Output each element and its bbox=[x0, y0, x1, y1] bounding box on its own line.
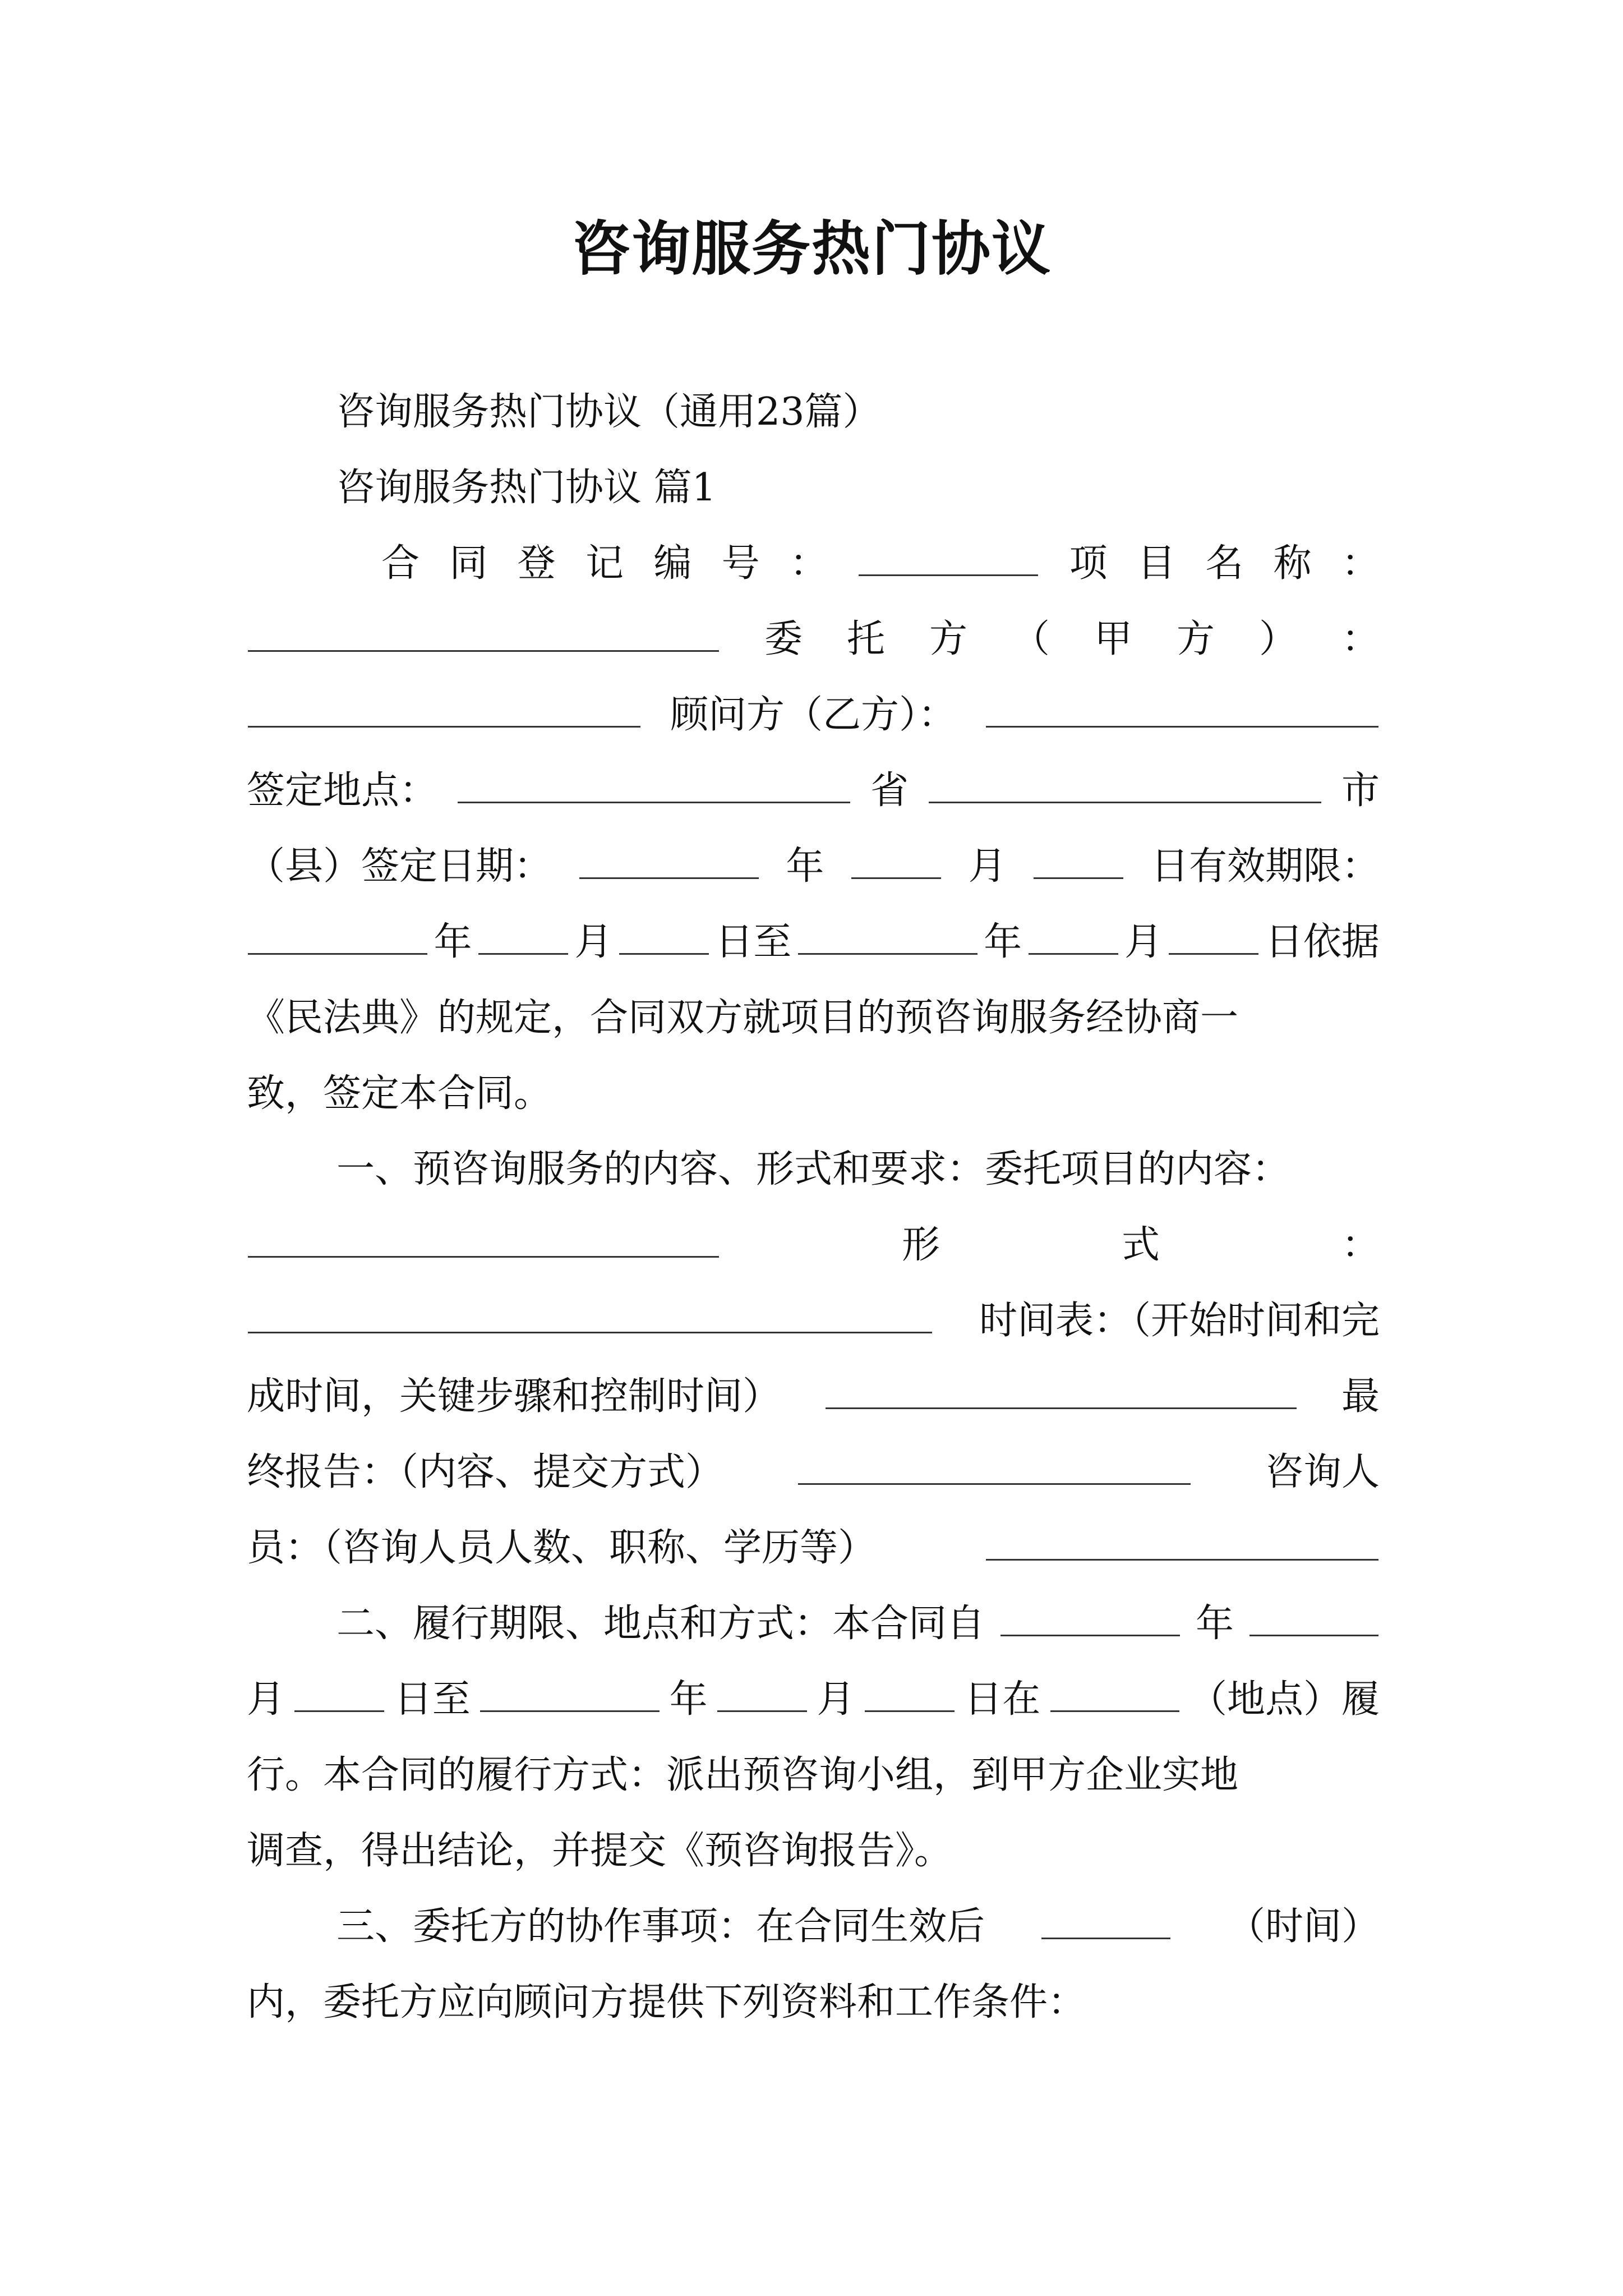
text-segment: 二、履行期限、地点和方式：本合同自 bbox=[336, 1602, 985, 1646]
text-segment: ） bbox=[1258, 617, 1297, 661]
day-blank bbox=[1169, 918, 1258, 955]
month-blank bbox=[1249, 1600, 1378, 1636]
content-blank bbox=[248, 1221, 719, 1258]
text-segment: 年 bbox=[1195, 1602, 1234, 1646]
location-blank bbox=[1050, 1676, 1179, 1712]
schedule-line bbox=[247, 1290, 1380, 1352]
text-segment: 日至 bbox=[715, 920, 792, 964]
text-segment: 三、委托方的协作事项：在合同生效后 bbox=[336, 1904, 985, 1949]
signing-place-line bbox=[247, 760, 1380, 822]
paragraph-line: 《民法典》的规定，合同双方就项目的预咨询服务经协商一 bbox=[247, 996, 1239, 1040]
document-title: 咨询服务热门协议 bbox=[571, 214, 1052, 283]
text-segment: 形 bbox=[901, 1223, 940, 1267]
day-blank bbox=[1034, 843, 1123, 879]
text-segment: 名 bbox=[1205, 541, 1244, 586]
text-segment: （县）签定日期： bbox=[247, 844, 552, 889]
validity-line bbox=[247, 912, 1380, 973]
text-segment: 项 bbox=[1069, 541, 1108, 586]
month-blank bbox=[717, 1676, 807, 1712]
clause-2-line bbox=[247, 1593, 1380, 1655]
text-segment: 咨询人 bbox=[1265, 1450, 1380, 1494]
paragraph-line: 内，委托方应向顾问方提供下列资料和工作条件： bbox=[247, 1980, 1086, 2024]
text-segment: 编 bbox=[653, 541, 692, 586]
text-segment: ： bbox=[1341, 617, 1380, 661]
year-blank bbox=[1000, 1600, 1180, 1636]
paragraph-line: 行。本合同的履行方式：派出预咨询小组，到甲方企业实地 bbox=[247, 1753, 1239, 1797]
day-blank bbox=[619, 918, 709, 955]
consultant-line bbox=[247, 684, 1380, 746]
text-segment: 签定地点： bbox=[247, 769, 438, 813]
text-segment: 顾问方（乙方）： bbox=[670, 693, 956, 737]
client-blank bbox=[248, 691, 640, 728]
day-blank bbox=[294, 1676, 384, 1712]
text-segment: 日至 bbox=[394, 1677, 471, 1722]
province-blank bbox=[458, 767, 850, 803]
text-segment: 记 bbox=[585, 541, 624, 586]
project-name-blank bbox=[248, 615, 719, 652]
year-blank bbox=[480, 1676, 660, 1712]
final-report-blank bbox=[798, 1448, 1191, 1485]
text-segment: 方 bbox=[1176, 617, 1215, 661]
form-blank bbox=[248, 1297, 932, 1333]
clause-3-line bbox=[247, 1896, 1380, 1958]
staff-blank bbox=[986, 1524, 1378, 1561]
year-blank bbox=[579, 843, 759, 879]
text-segment: 甲 bbox=[1094, 617, 1132, 661]
text-segment: 年 bbox=[669, 1677, 708, 1722]
text-segment: ： bbox=[1341, 1223, 1380, 1267]
month-blank bbox=[1029, 918, 1118, 955]
text-segment: 市 bbox=[1341, 769, 1380, 813]
section-heading: 咨询服务热门协议 篇1 bbox=[336, 466, 716, 510]
text-segment: 委 bbox=[764, 617, 803, 661]
text-segment: 月 bbox=[247, 1677, 285, 1722]
consultant-blank bbox=[986, 691, 1378, 728]
form-line bbox=[247, 1214, 1380, 1276]
month-blank bbox=[478, 918, 568, 955]
text-segment: 托 bbox=[846, 617, 885, 661]
text-segment: 年 bbox=[984, 920, 1022, 964]
text-segment: 月 bbox=[574, 920, 613, 964]
text-segment: 成时间，关键步骤和控制时间） bbox=[247, 1374, 781, 1419]
paragraph-line: 致，签定本合同。 bbox=[247, 1071, 552, 1116]
text-segment: 月 bbox=[817, 1677, 855, 1722]
text-segment: 时间表：（开始时间和完 bbox=[979, 1299, 1380, 1343]
text-segment: （ bbox=[1011, 617, 1050, 661]
client-line bbox=[247, 609, 1380, 670]
text-segment: ： bbox=[1341, 541, 1380, 586]
text-segment: 员：（咨询人员人数、职称、学历等） bbox=[247, 1526, 877, 1570]
signing-date-line bbox=[247, 836, 1380, 898]
clause-1-heading: 一、预咨询服务的内容、形式和要求：委托项目的内容： bbox=[336, 1147, 1290, 1191]
text-segment: 终报告：（内容、提交方式） bbox=[247, 1450, 724, 1494]
text-segment: 月 bbox=[968, 844, 1007, 889]
text-segment: 月 bbox=[1124, 920, 1163, 964]
text-segment: 方 bbox=[929, 617, 967, 661]
text-segment: 称 bbox=[1273, 541, 1312, 586]
text-segment: 号 bbox=[721, 541, 760, 586]
text-segment: 最 bbox=[1341, 1374, 1380, 1419]
year-blank bbox=[248, 918, 427, 955]
text-segment: 年 bbox=[434, 920, 472, 964]
text-segment: （时间） bbox=[1227, 1904, 1380, 1949]
performance-period-line bbox=[247, 1669, 1380, 1731]
schedule-blank bbox=[826, 1373, 1297, 1409]
city-blank bbox=[929, 767, 1321, 803]
text-segment: （地点）履 bbox=[1188, 1677, 1380, 1722]
year-blank bbox=[798, 918, 978, 955]
text-segment: 日有效期限： bbox=[1150, 844, 1380, 889]
text-segment: 日依据 bbox=[1265, 920, 1380, 964]
time-blank bbox=[1041, 1903, 1170, 1939]
text-segment: 目 bbox=[1137, 541, 1175, 586]
contract-number-line bbox=[247, 533, 1380, 595]
consultant-staff-line bbox=[247, 1517, 1380, 1579]
month-blank bbox=[851, 843, 941, 879]
paragraph-line: 调查，得出结论，并提交《预咨询报告》。 bbox=[247, 1829, 953, 1873]
text-segment: 合 bbox=[381, 541, 420, 586]
text-segment: ： bbox=[789, 541, 828, 586]
schedule-detail-line bbox=[247, 1366, 1380, 1428]
text-segment: 式 bbox=[1121, 1223, 1160, 1267]
contract-number-blank bbox=[859, 540, 1038, 576]
document-subtitle: 咨询服务热门协议（通用23篇） bbox=[336, 390, 881, 434]
text-segment: 年 bbox=[786, 844, 824, 889]
text-segment: 同 bbox=[449, 541, 488, 586]
text-segment: 省 bbox=[870, 769, 909, 813]
day-blank bbox=[865, 1676, 955, 1712]
final-report-line bbox=[247, 1442, 1380, 1503]
text-segment: 日在 bbox=[964, 1677, 1041, 1722]
text-segment: 登 bbox=[517, 541, 556, 586]
